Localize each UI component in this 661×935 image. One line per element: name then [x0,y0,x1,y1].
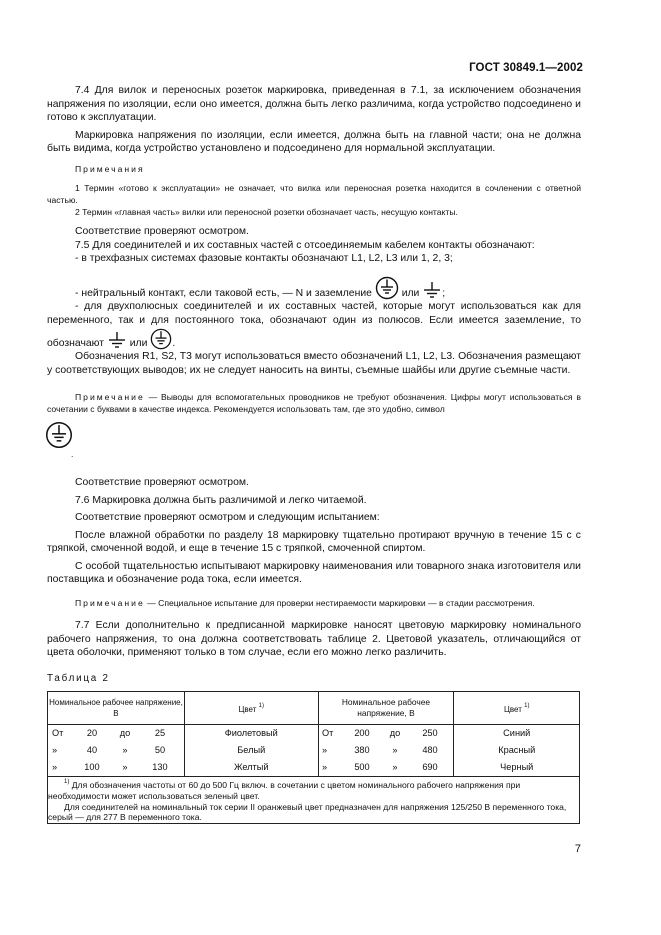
check-inspection-test: Соответствие проверяют осмотром и следующим испытанием: [75,512,380,524]
voltage-ranges-right [318,725,454,777]
footnote-2: Для соединителей на номинальный ток серии II оранжевый цвет предназначен для напряжения 125/250 В переменного тока, серый — для 277 В переменного тока. [48,801,567,823]
header-voltage-right: Номинальное рабочее напряжение, В [318,692,454,725]
designations-r1-s2-t3: Обозначения R1, S2, T3 могут использоваться вместо обозначений L1, L2, L3. Обозначения размещают у соответствующих выводов; их не следует наносить на винты, съемные шайбы или другие съемные части. [47,351,581,376]
color-cell: Красный [498,745,536,756]
colors-left [184,725,318,777]
header-color-label: Цвет [503,705,522,715]
bullet-two-pole-text: - для двухполюсных соединителей и их составных частей, которые могут использоваться как для переменного, так и для постоянного тока, обозначают один из полюсов. Если имеется заземление, то обозначают [47,301,581,349]
header-voltage-left: Номинальное рабочее напряжение, В [48,692,185,725]
bullet-phase-contacts: - в трехфазных системах фазовые контакты обозначают L1, L2, L3 или 1, 2, 3; [75,253,453,265]
footnote-1-text: Для обозначения частоты от 60 до 500 Гц включ. в сочетании с цветом номинального рабочего напряжения при необходимости может использоваться зеленый цвет. [48,780,521,802]
table-footnote [48,777,580,823]
note-special-test [47,597,581,609]
table-row: От 200 до 250 [321,728,438,739]
check-inspection-1: Соответствие проверяют осмотром. [75,225,249,237]
check-inspection-2: Соответствие проверяют осмотром. [75,476,249,488]
standard-header: ГОСТ 30849.1—2002 [469,62,583,74]
note-aux-conductors [47,391,581,415]
bullet-neutral-or: или [401,287,420,299]
bullet-neutral-text: - нейтральный контакт, если таковой есть, — N и заземление [75,287,372,299]
clause-7-6: 7.6 Маркировка должна быть различимой и легко читаемой. [75,494,367,506]
colors-right [454,725,580,777]
table-row: » 40 » 50 [51,745,166,756]
protective-earth-icon [375,276,399,300]
page-number: 7 [574,843,581,855]
earth-icon [107,330,127,350]
table-row: » 380 » 480 [321,745,438,756]
bullet-neutral-end: ; [442,287,446,299]
page-content [47,84,581,824]
earth-icon [422,280,442,300]
manufacturer-marking-test: С особой тщательностью испытывают маркировку наименования или товарного знака изготовителя или поставщика и обозначение рода тока, если имеется. [47,560,581,586]
header-color-label: Цвет [238,705,257,715]
note-aux-label: Примечание [75,392,145,403]
note-aux-end: . [71,448,74,459]
color-cell: Белый [237,745,266,756]
note-1: 1 Термин «готово к эксплуатации» не означает, что вилка или переносная розетка находится в сочленении с ответной частью. [47,182,581,205]
footnote-mark: 1) [64,779,70,786]
color-cell: Черный [500,762,534,773]
color-cell: Желтый [233,762,269,773]
voltage-ranges-left [48,725,185,777]
note-aux-text: — Выводы для вспомогательных проводников не требуют обозначения. Цифры могут использоваться в сочетании с буквами в качестве индекса. Рекомендуется использовать там, где это удобно, символ [47,392,581,415]
clause-7-4-insulation: Маркировка напряжения по изоляции, если имеется, должна быть на главной части; она не должна быть видима, когда устройство установлено и подсоединено для нормальной эксплуатации. [47,129,581,155]
bullet-two-pole-or: или [129,337,148,349]
table-row: » 500 » 690 [321,762,438,773]
color-cell: Синий [503,728,531,739]
bullet-two-pole [47,300,581,350]
table-caption: Таблица 2 [47,672,110,684]
header-color-right [454,692,580,725]
protective-earth-icon [45,421,73,454]
bullet-neutral-earth [47,276,581,301]
clause-7-4: 7.4 Для вилок и переносных розеток маркировка, приведенная в 7.1, за исключением обозначения напряжения по изоляции, если оно имеется, должна быть легко различима, когда устройство подсоединено и готово к эксплуатации. [47,85,581,124]
color-cell: Фиолетовый [224,728,278,739]
table-row: От 20 до 25 [51,728,166,739]
table-footnote-row [48,777,580,823]
note-special-text: — Специальное испытание для проверки нестираемости маркировки — в стадии рассмотрения. [144,598,535,609]
clause-7-5: 7.5 Для соединителей и их составных частей с отсоединяемым кабелем контакты обозначают: [75,239,535,251]
note-2: 2 Термин «главная часть» вилки или переносной розетки обозначает часть, несущую контакты. [75,206,458,217]
header-color-footnote: 1) [524,703,530,710]
note-special-label: Примечание [75,598,145,609]
notes-title: Примечания [75,163,145,174]
wet-treatment-test: После влажной обработки по разделу 18 маркировку тщательно протирают вручную в течение 15 с с тряпкой, смоченной водой, и еще в течение 15 с тряпкой, смоченной спиртом. [47,529,581,555]
table-body-row [48,725,580,777]
header-color-left [184,692,318,725]
clause-7-7: 7.7 Если дополнительно к предписанной маркировке наносят цветовую маркировку номинального рабочего напряжения, то она должна соответствовать таблице 2. Цветовой указатель, отличающийся от цвета оболочки, применяют только в том случае, если его можно легко различить. [47,620,581,659]
table-row: » 100 » 130 [51,762,168,773]
header-color-footnote: 1) [258,703,264,710]
table-2 [47,691,580,823]
protective-earth-icon [150,328,172,350]
footnote-1 [48,777,579,801]
bullet-two-pole-end: . [172,337,176,349]
table-header-row [48,692,580,725]
